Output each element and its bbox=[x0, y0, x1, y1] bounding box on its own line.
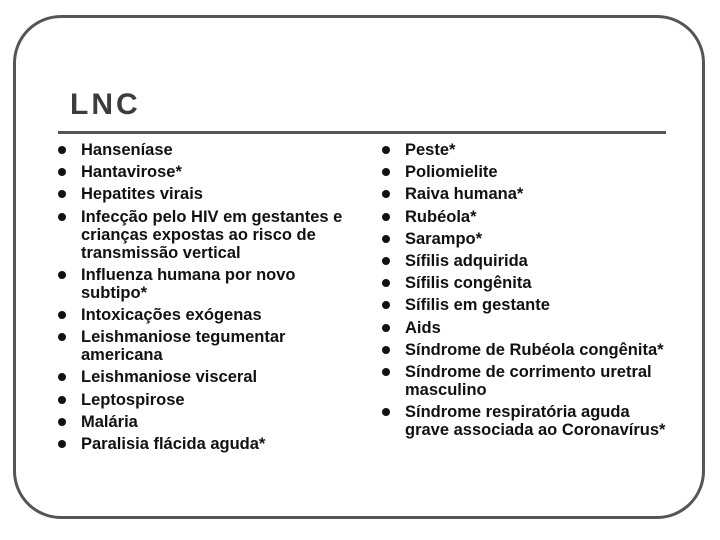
bullet-icon bbox=[58, 271, 66, 279]
list-item-label: Raiva humana* bbox=[405, 185, 524, 204]
list-item bbox=[380, 141, 670, 159]
list-item bbox=[380, 163, 670, 181]
list-item-label: Paralisia flácida aguda* bbox=[81, 434, 266, 453]
list-item bbox=[56, 306, 366, 324]
bullet-icon bbox=[58, 213, 66, 221]
slide-title: LNC bbox=[70, 88, 141, 121]
list-item-label: Peste* bbox=[405, 141, 456, 159]
bullet-icon bbox=[382, 235, 390, 243]
list-item bbox=[56, 163, 366, 181]
list-item bbox=[56, 435, 366, 453]
list-item bbox=[56, 185, 366, 203]
bullet-icon bbox=[382, 346, 390, 354]
bullet-icon bbox=[58, 311, 66, 319]
list-item-label: Intoxicações exógenas bbox=[81, 305, 262, 324]
list-item-label: Hanseníase bbox=[81, 141, 173, 159]
bullet-icon bbox=[58, 440, 66, 448]
bullet-icon bbox=[382, 408, 390, 416]
list-item-label: Influenza humana por novo subtipo* bbox=[81, 265, 296, 302]
list-item bbox=[56, 266, 366, 302]
list-item-label: Sífilis em gestante bbox=[405, 296, 550, 315]
bullet-icon bbox=[382, 301, 390, 309]
list-item-label: Aids bbox=[405, 318, 441, 337]
bullet-icon bbox=[58, 373, 66, 381]
list-item bbox=[56, 391, 366, 409]
bullet-icon bbox=[382, 190, 390, 198]
title-divider bbox=[58, 131, 666, 134]
list-item-label: Síndrome de Rubéola congênita* bbox=[405, 340, 664, 359]
list-item bbox=[380, 274, 670, 292]
bullet-icon bbox=[382, 324, 390, 332]
list-item-label: Infecção pelo HIV em gestantes e crianças expostas ao risco de transmissão vertical bbox=[81, 207, 343, 262]
bullet-icon bbox=[58, 146, 66, 154]
list-item-label: Leishmaniose tegumentar americana bbox=[81, 328, 286, 365]
bullet-icon bbox=[382, 168, 390, 176]
list-item bbox=[56, 413, 366, 431]
list-item-label: Rubéola* bbox=[405, 207, 477, 226]
list-item bbox=[380, 341, 670, 359]
list-item bbox=[380, 363, 670, 399]
bullet-icon bbox=[58, 190, 66, 198]
bullet-icon bbox=[58, 396, 66, 404]
list-item-label: Leptospirose bbox=[81, 390, 185, 409]
bullet-icon bbox=[58, 168, 66, 176]
bullet-icon bbox=[382, 213, 390, 221]
list-item-label: Leishmaniose visceral bbox=[81, 368, 258, 387]
list-item-label: Hantavirose* bbox=[81, 163, 182, 182]
list-item bbox=[56, 208, 366, 262]
bullet-icon bbox=[58, 333, 66, 341]
list-item-label: Sífilis adquirida bbox=[405, 251, 528, 270]
list-item bbox=[380, 296, 670, 314]
right-disease-list bbox=[380, 141, 670, 443]
left-disease-list bbox=[56, 141, 366, 457]
list-item bbox=[56, 368, 366, 386]
bullet-icon bbox=[382, 257, 390, 265]
list-item-label: Síndrome de corrimento uretral masculino bbox=[405, 362, 652, 399]
list-item bbox=[56, 141, 366, 159]
list-item-label: Malária bbox=[81, 412, 138, 431]
list-item-label: Sarampo* bbox=[405, 229, 483, 248]
list-item bbox=[380, 185, 670, 203]
list-item bbox=[380, 230, 670, 248]
list-item bbox=[380, 319, 670, 337]
list-item bbox=[380, 252, 670, 270]
list-item bbox=[56, 328, 366, 364]
bullet-icon bbox=[382, 368, 390, 376]
list-item-label: Hepatites virais bbox=[81, 185, 203, 204]
list-item-label: Síndrome respiratória aguda grave associada ao Coronavírus* bbox=[405, 403, 666, 440]
list-item-label: Sífilis congênita bbox=[405, 274, 532, 293]
list-item bbox=[380, 403, 670, 439]
bullet-icon bbox=[382, 279, 390, 287]
list-item bbox=[380, 208, 670, 226]
bullet-icon bbox=[382, 146, 390, 154]
list-item-label: Poliomielite bbox=[405, 163, 498, 182]
bullet-icon bbox=[58, 418, 66, 426]
